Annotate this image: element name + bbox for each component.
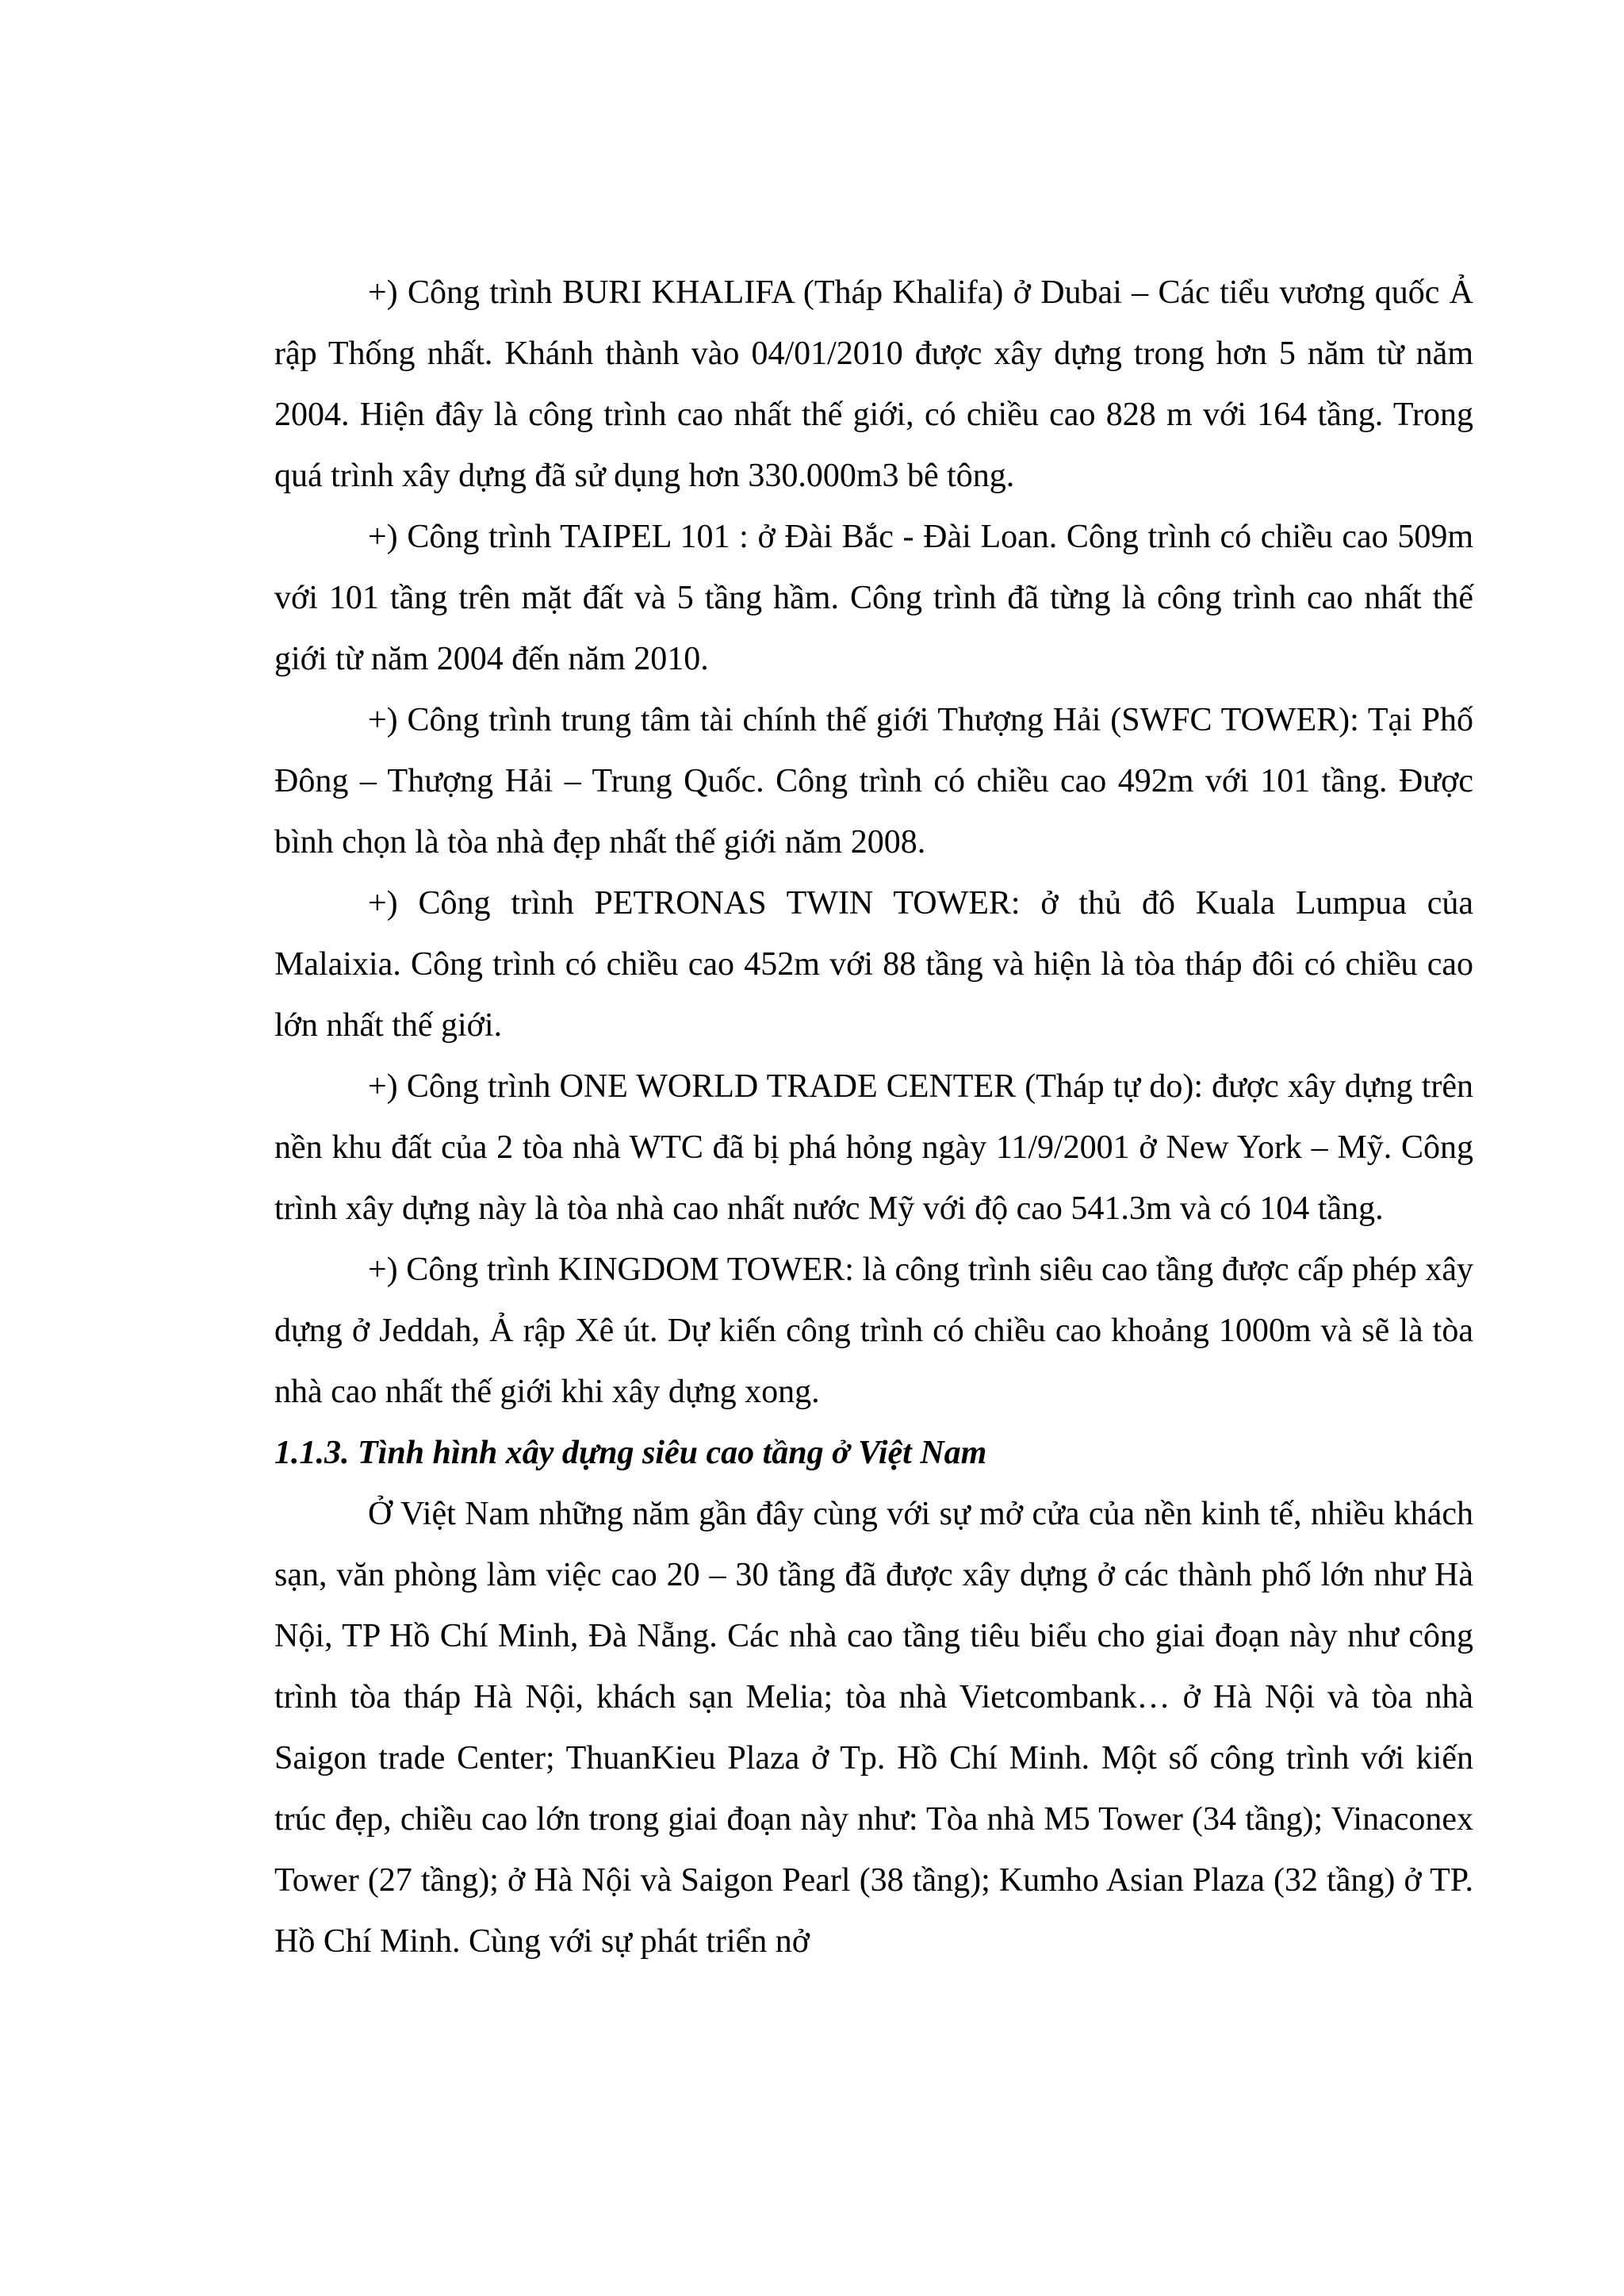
paragraph-taipei-101: +) Công trình TAIPEL 101 : ở Đài Bắc - Đài Loan. Công trình có chiều cao 509m với 101 tầng trên mặt đất và 5 tầng hầm. Công trình đã từng là công trình cao nhất thế giới từ năm 2004 đến năm 2010.	[274, 519, 1473, 677]
paragraph-swfc-tower: +) Công trình trung tâm tài chính thế giới Thượng Hải (SWFC TOWER): Tại Phố Đông – Thượng Hải – Trung Quốc. Công trình có chiều cao 492m với 101 tầng. Được bình chọn là tòa nhà đẹp nhất thế giới năm 2008.	[274, 702, 1473, 861]
document-page	[274, 263, 1473, 1972]
paragraph-one-world-trade-center: +) Công trình ONE WORLD TRADE CENTER (Tháp tự do): được xây dựng trên nền khu đất của 2 tòa nhà WTC đã bị phá hỏng ngày 11/9/2001 ở New York – Mỹ. Công trình xây dựng này là tòa nhà cao nhất nước Mỹ với độ cao 541.3m và có 104 tầng.	[274, 1068, 1473, 1227]
section-heading: 1.1.3. Tình hình xây dựng siêu cao tầng ở Việt Nam	[274, 1435, 987, 1471]
paragraph-petronas-twin-tower: +) Công trình PETRONAS TWIN TOWER: ở thủ đô Kuala Lumpua của Malaixia. Công trình có chiều cao 452m với 88 tầng và hiện là tòa tháp đôi có chiều cao lớn nhất thế giới.	[274, 885, 1473, 1044]
paragraph-burj-khalifa: +) Công trình BURI KHALIFA (Tháp Khalifa) ở Dubai – Các tiểu vương quốc Ả rập Thống nhất. Khánh thành vào 04/01/2010 được xây dựng trong hơn 5 năm từ năm 2004. Hiện đây là công trình cao nhất thế giới, có chiều cao 828 m với 164 tầng. Trong quá trình xây dựng đã sử dụng hơn 330.000m3 bê tông.	[274, 274, 1473, 494]
paragraph-kingdom-tower: +) Công trình KINGDOM TOWER: là công trình siêu cao tầng được cấp phép xây dựng ở Jeddah, Ả rập Xê út. Dự kiến công trình có chiều cao khoảng 1000m và sẽ là tòa nhà cao nhất thế giới khi xây dựng xong.	[274, 1251, 1473, 1410]
paragraph-vietnam: Ở Việt Nam những năm gần đây cùng với sự mở cửa của nền kinh tế, nhiều khách sạn, văn phòng làm việc cao 20 – 30 tầng đã được xây dựng ở các thành phố lớn như Hà Nội, TP Hồ Chí Minh, Đà Nẵng. Các nhà cao tầng tiêu biểu cho giai đoạn này như công trình tòa tháp Hà Nội, khách sạn Melia; tòa nhà Vietcombank… ở Hà Nội và tòa nhà Saigon trade Center; ThuanKieu Plaza ở Tp. Hồ Chí Minh. Một số công trình với kiến trúc đẹp, chiều cao lớn trong giai đoạn này như: Tòa nhà M5 Tower (34 tầng); Vinaconex Tower (27 tầng); ở Hà Nội và Saigon Pearl (38 tầng); Kumho Asian Plaza (32 tầng) ở TP. Hồ Chí Minh. Cùng với sự phát triển nở	[274, 1496, 1473, 1960]
